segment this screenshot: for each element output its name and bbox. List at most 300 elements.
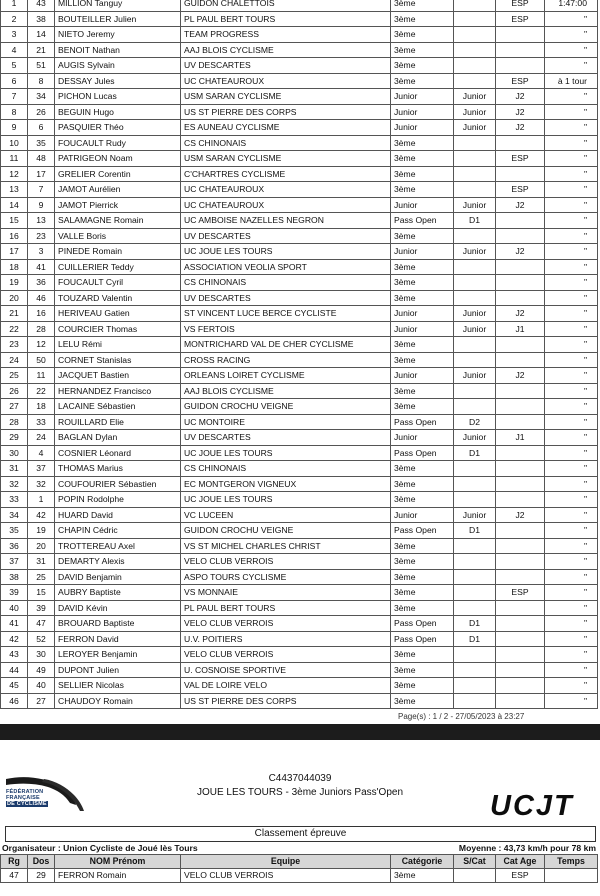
cell-rank: 30 [1, 445, 28, 461]
cell-time: " [545, 383, 598, 399]
cell-bib: 15 [28, 585, 55, 601]
cell-rank: 25 [1, 368, 28, 384]
results-page-2 [0, 740, 600, 896]
cell-age-category: J2 [496, 104, 545, 120]
cell-time: " [545, 492, 598, 508]
cell-team: TEAM PROGRESS [181, 27, 391, 43]
cell-rider-name: NIETO Jeremy [55, 27, 181, 43]
cell-time: " [545, 11, 598, 27]
cell-age-category: J2 [496, 368, 545, 384]
cell-bib: 28 [28, 321, 55, 337]
ffc-logo-line: FRANÇAISE [6, 795, 40, 801]
cell-team: U. COSNOISE SPORTIVE [181, 662, 391, 678]
cell-team: US ST PIERRE DES CORPS [181, 693, 391, 709]
cell-time: " [545, 27, 598, 43]
cell-rider-name: FERRON David [55, 631, 181, 647]
cell-category: Junior [391, 368, 454, 384]
cell-rider-name: POPIN Rodolphe [55, 492, 181, 508]
cell-rank: 10 [1, 135, 28, 151]
cell-time: " [545, 228, 598, 244]
cell-rank: 36 [1, 538, 28, 554]
cell-time: " [545, 89, 598, 105]
page-separator [0, 724, 600, 740]
cell-category: 3ème [391, 461, 454, 477]
cell-rider-name: LELU Rémi [55, 337, 181, 353]
cell-rank: 7 [1, 89, 28, 105]
cell-rank: 26 [1, 383, 28, 399]
cell-rider-name: TOUZARD Valentin [55, 290, 181, 306]
cell-age-category [496, 42, 545, 58]
cell-subcategory [454, 383, 496, 399]
cell-rider-name: SALAMAGNE Romain [55, 213, 181, 229]
cell-bib: 41 [28, 259, 55, 275]
cell-age-category [496, 554, 545, 570]
header-subcategory: S/Cat [454, 855, 496, 869]
cell-rank: 1 [1, 0, 28, 11]
cell-bib: 37 [28, 461, 55, 477]
cell-age-category [496, 678, 545, 694]
cell-bib: 33 [28, 414, 55, 430]
cell-subcategory: D1 [454, 523, 496, 539]
cell-time: " [545, 352, 598, 368]
table-row [1, 321, 598, 337]
cell-subcategory [454, 27, 496, 43]
cell-subcategory [454, 600, 496, 616]
cell-age-category [496, 27, 545, 43]
table-header-row [1, 855, 598, 869]
cell-team: UV DESCARTES [181, 430, 391, 446]
cell-rider-name: DAVID Benjamin [55, 569, 181, 585]
cell-category: Junior [391, 306, 454, 322]
cell-rank: 41 [1, 616, 28, 632]
table-row [1, 616, 598, 632]
table-row [1, 600, 598, 616]
cell-bib: 17 [28, 166, 55, 182]
cell-team: USM SARAN CYCLISME [181, 151, 391, 167]
cell-time: " [545, 197, 598, 213]
cell-category: 3ème [391, 662, 454, 678]
cell-rider-name: HUARD David [55, 507, 181, 523]
table-row [1, 523, 598, 539]
cell-rank: 47 [1, 869, 28, 883]
cell-subcategory [454, 11, 496, 27]
cell-bib: 29 [28, 869, 55, 883]
cell-category: Pass Open [391, 445, 454, 461]
cell-age-category: J2 [496, 244, 545, 260]
cell-team: UC JOUE LES TOURS [181, 244, 391, 260]
cell-rank: 45 [1, 678, 28, 694]
cell-category: Pass Open [391, 523, 454, 539]
cell-age-category [496, 461, 545, 477]
cell-rider-name: CUILLERIER Teddy [55, 259, 181, 275]
cell-rider-name: VALLE Boris [55, 228, 181, 244]
cell-rider-name: DEMARTY Alexis [55, 554, 181, 570]
table-row [1, 213, 598, 229]
cell-age-category: J2 [496, 507, 545, 523]
cell-bib: 42 [28, 507, 55, 523]
cell-time [545, 869, 598, 883]
cell-time: " [545, 445, 598, 461]
cell-time: " [545, 275, 598, 291]
cell-rider-name: PINEDE Romain [55, 244, 181, 260]
table-row [1, 166, 598, 182]
cell-rider-name: PASQUIER Théo [55, 120, 181, 136]
cell-time: " [545, 631, 598, 647]
cell-rank: 9 [1, 120, 28, 136]
cell-bib: 39 [28, 600, 55, 616]
table-row [1, 585, 598, 601]
cell-category: 3ème [391, 275, 454, 291]
cell-time: " [545, 135, 598, 151]
cell-subcategory [454, 166, 496, 182]
cell-subcategory [454, 693, 496, 709]
cell-category: 3ème [391, 600, 454, 616]
cell-age-category: J2 [496, 197, 545, 213]
cell-age-category: ESP [496, 11, 545, 27]
cell-age-category [496, 476, 545, 492]
cell-bib: 7 [28, 182, 55, 198]
page-footer: Page(s) : 1 / 2 - 27/05/2023 à 23:27 [398, 712, 525, 721]
cell-time: " [545, 120, 598, 136]
table-row [1, 554, 598, 570]
cell-time: " [545, 569, 598, 585]
cell-subcategory: Junior [454, 197, 496, 213]
cell-team: GUIDON CROCHU VEIGNE [181, 399, 391, 415]
cell-team: UC JOUE LES TOURS [181, 492, 391, 508]
cell-rank: 11 [1, 151, 28, 167]
cell-subcategory [454, 647, 496, 663]
cell-bib: 6 [28, 120, 55, 136]
cell-subcategory: D2 [454, 414, 496, 430]
cell-rank: 28 [1, 414, 28, 430]
cell-time: " [545, 151, 598, 167]
cell-category: 3ème [391, 259, 454, 275]
cell-bib: 21 [28, 42, 55, 58]
cell-age-category [496, 135, 545, 151]
cell-bib: 1 [28, 492, 55, 508]
race-title: JOUE LES TOURS - 3ème Juniors Pass'Open [196, 787, 404, 798]
cell-category: 3ème [391, 383, 454, 399]
header-age-category: Cat Age [496, 855, 545, 869]
cell-bib: 3 [28, 244, 55, 260]
cell-subcategory [454, 662, 496, 678]
cell-time: " [545, 244, 598, 260]
cell-time: " [545, 290, 598, 306]
cell-rider-name: MILLION Tanguy [55, 0, 181, 11]
cell-bib: 12 [28, 337, 55, 353]
cell-time: " [545, 662, 598, 678]
cell-category: 3ème [391, 151, 454, 167]
cell-category: Junior [391, 430, 454, 446]
cell-category: 3ème [391, 693, 454, 709]
cell-age-category: ESP [496, 182, 545, 198]
cell-bib: 32 [28, 476, 55, 492]
cell-category: Pass Open [391, 414, 454, 430]
cell-time: " [545, 58, 598, 74]
cell-category: 3ème [391, 352, 454, 368]
cell-team: GUIDON CROCHU VEIGNE [181, 523, 391, 539]
cell-time: " [545, 213, 598, 229]
cell-category: 3ème [391, 11, 454, 27]
table-row [1, 869, 598, 883]
cell-category: 3ème [391, 0, 454, 11]
table-row [1, 678, 598, 694]
cell-rank: 23 [1, 337, 28, 353]
header-category: Catégorie [391, 855, 454, 869]
cell-category: Junior [391, 507, 454, 523]
cell-team: GUIDON CHALETTOIS [181, 0, 391, 11]
cell-rider-name: CORNET Stanislas [55, 352, 181, 368]
cell-rank: 40 [1, 600, 28, 616]
cell-team: VS MONNAIE [181, 585, 391, 601]
table-row [1, 569, 598, 585]
cell-category: 3ème [391, 337, 454, 353]
cell-bib: 34 [28, 89, 55, 105]
cell-rider-name: JACQUET Bastien [55, 368, 181, 384]
cell-team: AAJ BLOIS CYCLISME [181, 42, 391, 58]
header-dos: Dos [28, 855, 55, 869]
cell-rider-name: PATRIGEON Noam [55, 151, 181, 167]
cell-age-category [496, 275, 545, 291]
cell-category: Junior [391, 321, 454, 337]
cell-subcategory: Junior [454, 368, 496, 384]
cell-team: UC CHATEAUROUX [181, 197, 391, 213]
cell-category: 3ème [391, 678, 454, 694]
cell-bib: 43 [28, 0, 55, 11]
cell-time: " [545, 600, 598, 616]
cell-rank: 37 [1, 554, 28, 570]
cell-team: VAL DE LOIRE VELO [181, 678, 391, 694]
table-row [1, 197, 598, 213]
table-row [1, 631, 598, 647]
cell-time: " [545, 461, 598, 477]
cell-rank: 14 [1, 197, 28, 213]
table-row [1, 151, 598, 167]
table-row [1, 228, 598, 244]
cell-age-category: J1 [496, 430, 545, 446]
cell-age-category [496, 213, 545, 229]
cell-subcategory [454, 538, 496, 554]
table-row [1, 368, 598, 384]
cell-category: Junior [391, 89, 454, 105]
cell-team: VELO CLUB VERROIS [181, 647, 391, 663]
table-row [1, 414, 598, 430]
cell-subcategory [454, 58, 496, 74]
cell-rank: 43 [1, 647, 28, 663]
cell-subcategory: D1 [454, 213, 496, 229]
cell-time: " [545, 42, 598, 58]
table-row [1, 538, 598, 554]
cell-subcategory [454, 554, 496, 570]
cell-team: UC MONTOIRE [181, 414, 391, 430]
cell-age-category [496, 337, 545, 353]
cell-team: ASSOCIATION VEOLIA SPORT [181, 259, 391, 275]
ucjt-logo: UCJT [490, 790, 574, 822]
cell-category: 3ème [391, 228, 454, 244]
cell-bib: 52 [28, 631, 55, 647]
cell-category: 3ème [391, 585, 454, 601]
cell-time: " [545, 414, 598, 430]
cell-age-category [496, 383, 545, 399]
table-row [1, 352, 598, 368]
cell-bib: 16 [28, 306, 55, 322]
cell-rider-name: CHAPIN Cédric [55, 523, 181, 539]
cell-subcategory [454, 275, 496, 291]
cell-bib: 8 [28, 73, 55, 89]
cell-rider-name: BROUARD Baptiste [55, 616, 181, 632]
table-row [1, 647, 598, 663]
cell-subcategory: Junior [454, 120, 496, 136]
cell-age-category [496, 538, 545, 554]
cell-bib: 13 [28, 213, 55, 229]
cell-team: VELO CLUB VERROIS [181, 616, 391, 632]
cell-time: " [545, 259, 598, 275]
cell-time: " [545, 104, 598, 120]
cell-rank: 12 [1, 166, 28, 182]
cell-bib: 35 [28, 135, 55, 151]
cell-rank: 18 [1, 259, 28, 275]
cell-rank: 2 [1, 11, 28, 27]
table-row [1, 337, 598, 353]
cell-age-category [496, 662, 545, 678]
cell-rider-name: LACAINE Sébastien [55, 399, 181, 415]
organizer-label: Organisateur : Union Cycliste de Joué lès Tours [2, 843, 198, 853]
cell-team: ASPO TOURS CYCLISME [181, 569, 391, 585]
cell-time: " [545, 430, 598, 446]
cell-category: 3ème [391, 73, 454, 89]
cell-subcategory: Junior [454, 89, 496, 105]
cell-bib: 22 [28, 383, 55, 399]
cell-category: 3ème [391, 554, 454, 570]
cell-time: " [545, 182, 598, 198]
cell-rank: 4 [1, 42, 28, 58]
cell-bib: 36 [28, 275, 55, 291]
cell-category: 3ème [391, 869, 454, 883]
cell-bib: 46 [28, 290, 55, 306]
cell-subcategory [454, 678, 496, 694]
cell-category: 3ème [391, 538, 454, 554]
table-row [1, 135, 598, 151]
table-row [1, 306, 598, 322]
cell-age-category [496, 492, 545, 508]
cell-subcategory [454, 290, 496, 306]
cell-category: Pass Open [391, 213, 454, 229]
cell-age-category: ESP [496, 151, 545, 167]
cell-team: ST VINCENT LUCE BERCE CYCLISTE [181, 306, 391, 322]
cell-rank: 16 [1, 228, 28, 244]
table-row [1, 507, 598, 523]
table-row [1, 445, 598, 461]
race-code: C4437044039 [268, 773, 332, 784]
cell-subcategory: Junior [454, 306, 496, 322]
cell-subcategory [454, 869, 496, 883]
cell-category: 3ème [391, 166, 454, 182]
cell-age-category: J1 [496, 321, 545, 337]
cell-subcategory: Junior [454, 430, 496, 446]
cell-rank: 35 [1, 523, 28, 539]
cell-rider-name: PICHON Lucas [55, 89, 181, 105]
cell-rank: 6 [1, 73, 28, 89]
ffc-logo-line: DE CYCLISME [7, 801, 47, 807]
cell-rider-name: FOUCAULT Cyril [55, 275, 181, 291]
cell-category: Junior [391, 104, 454, 120]
cell-rider-name: BOUTEILLER Julien [55, 11, 181, 27]
cell-rider-name: SELLIER Nicolas [55, 678, 181, 694]
cell-rank: 42 [1, 631, 28, 647]
cell-category: 3ème [391, 647, 454, 663]
cell-rank: 15 [1, 213, 28, 229]
table-row [1, 89, 598, 105]
cell-age-category [496, 693, 545, 709]
cell-age-category [496, 352, 545, 368]
cell-bib: 11 [28, 368, 55, 384]
cell-team: UC AMBOISE NAZELLES NEGRON [181, 213, 391, 229]
header-name: NOM Prénom [55, 855, 181, 869]
cell-rider-name: HERNANDEZ Francisco [55, 383, 181, 399]
cell-rider-name: BEGUIN Hugo [55, 104, 181, 120]
cell-rank: 34 [1, 507, 28, 523]
cell-bib: 18 [28, 399, 55, 415]
cell-age-category [496, 290, 545, 306]
cell-subcategory: D1 [454, 445, 496, 461]
cell-age-category: J2 [496, 89, 545, 105]
cell-time: " [545, 538, 598, 554]
cell-rank: 17 [1, 244, 28, 260]
cell-subcategory [454, 0, 496, 11]
cell-bib: 50 [28, 352, 55, 368]
cell-rider-name: JAMOT Pierrick [55, 197, 181, 213]
cell-time: " [545, 585, 598, 601]
cell-bib: 47 [28, 616, 55, 632]
cell-time: " [545, 368, 598, 384]
cell-category: 3ème [391, 399, 454, 415]
section-title: Classement épreuve [5, 826, 596, 842]
cell-time: " [545, 476, 598, 492]
cell-age-category [496, 631, 545, 647]
cell-team: USM SARAN CYCLISME [181, 89, 391, 105]
cell-subcategory: Junior [454, 507, 496, 523]
table-row [1, 182, 598, 198]
cell-bib: 51 [28, 58, 55, 74]
cell-subcategory: Junior [454, 244, 496, 260]
cell-team: ORLEANS LOIRET CYCLISME [181, 368, 391, 384]
cell-team: VS FERTOIS [181, 321, 391, 337]
cell-age-category [496, 166, 545, 182]
cell-time: " [545, 647, 598, 663]
cell-bib: 40 [28, 678, 55, 694]
table-row [1, 383, 598, 399]
cell-bib: 48 [28, 151, 55, 167]
cell-team: U.V. POITIERS [181, 631, 391, 647]
cell-category: 3ème [391, 27, 454, 43]
cell-team: CS CHINONAIS [181, 135, 391, 151]
cell-bib: 25 [28, 569, 55, 585]
cell-category: Junior [391, 120, 454, 136]
cell-team: VS ST MICHEL CHARLES CHRIST [181, 538, 391, 554]
cell-rider-name: TROTTEREAU Axel [55, 538, 181, 554]
cell-age-category [496, 399, 545, 415]
cell-rider-name: DAVID Kévin [55, 600, 181, 616]
cell-time: " [545, 507, 598, 523]
cell-category: 3ème [391, 42, 454, 58]
cell-category: 3ème [391, 569, 454, 585]
cell-bib: 24 [28, 430, 55, 446]
table-row [1, 58, 598, 74]
cell-category: 3ème [391, 476, 454, 492]
cell-team: UC CHATEAUROUX [181, 182, 391, 198]
ffc-logo-line: FÉDÉRATION [6, 789, 44, 795]
cell-time: 1:47:00 [545, 0, 598, 11]
